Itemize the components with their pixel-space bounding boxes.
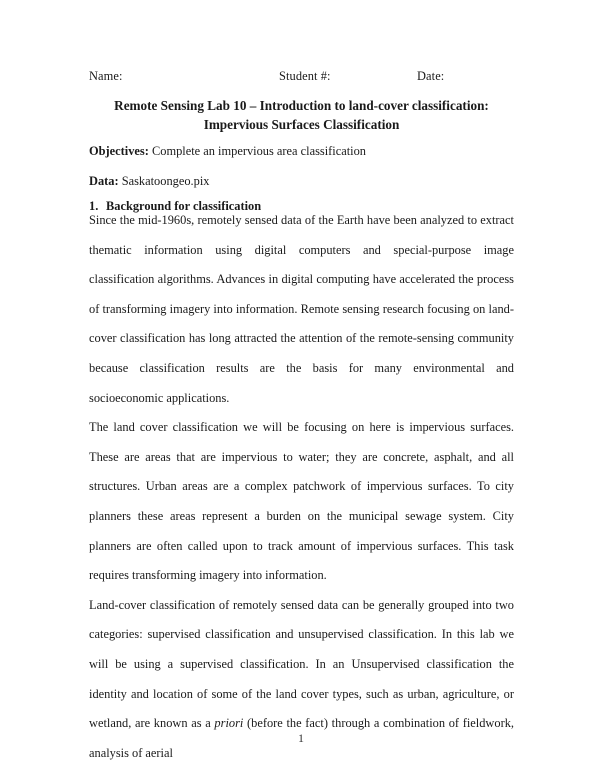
data-value: Saskatoongeo.pix — [121, 174, 210, 188]
name-field-label: Name: — [89, 69, 123, 83]
latin-term-priori: priori — [214, 716, 244, 731]
paragraph-3-part-1: Land-cover classification of remotely sensed data can be generally grouped into two categories: supervised classification and unsupervised classification. In this lab we will be using a supervised classification. In an Unsupervised classification the identity and location of some of the land cover types, such as urban, agriculture, or wetland, are known as a — [89, 597, 514, 731]
section-number: 1. — [89, 199, 99, 213]
page-title-line-2: Impervious Surfaces Classification — [203, 117, 400, 132]
page-title-line-1: Remote Sensing Lab 10 – Introduction to land-cover classification: — [114, 98, 489, 113]
document-body — [89, 206, 514, 768]
data-line — [89, 173, 514, 189]
paragraph-2: The land cover classification we will be focusing on here is impervious surfaces. These are areas that are impervious to water; they are concrete, asphalt, and all structures. Urban areas are a complex patchwork of impervious surfaces. To city planners these areas represent a burden on the municipal sewage system. City planners are often called upon to track amount of impervious surfaces. This task requires transforming imagery into information. — [89, 420, 514, 583]
paragraph-3-part-2: (before the fact) through a combination of fieldwork, analysis of aerial — [89, 716, 514, 760]
student-number-field-label: Student #: — [279, 69, 331, 83]
form-header-row — [89, 69, 514, 85]
data-label: Data: — [89, 174, 119, 188]
objectives-line — [89, 143, 514, 159]
objectives-label: Objectives: — [89, 144, 149, 158]
paragraph-1: Since the mid-1960s, remotely sensed data of the Earth have been analyzed to extract thematic information using digital computers and special-purpose image classification algorithms. Advances in digital computing have accelerated the process of transforming imagery into information. Remote sensing research focusing on land-cover classification has long attracted the attention of the remote-sensing community because classification results are the basis for many environmental and socioeconomic applications. — [89, 213, 514, 405]
objectives-value: Complete an impervious area classification — [151, 144, 366, 158]
section-heading-text: Background for classification — [106, 199, 262, 213]
page-number-footer: 1 — [298, 731, 304, 745]
page-title — [89, 96, 514, 134]
date-field-label: Date: — [417, 69, 445, 83]
